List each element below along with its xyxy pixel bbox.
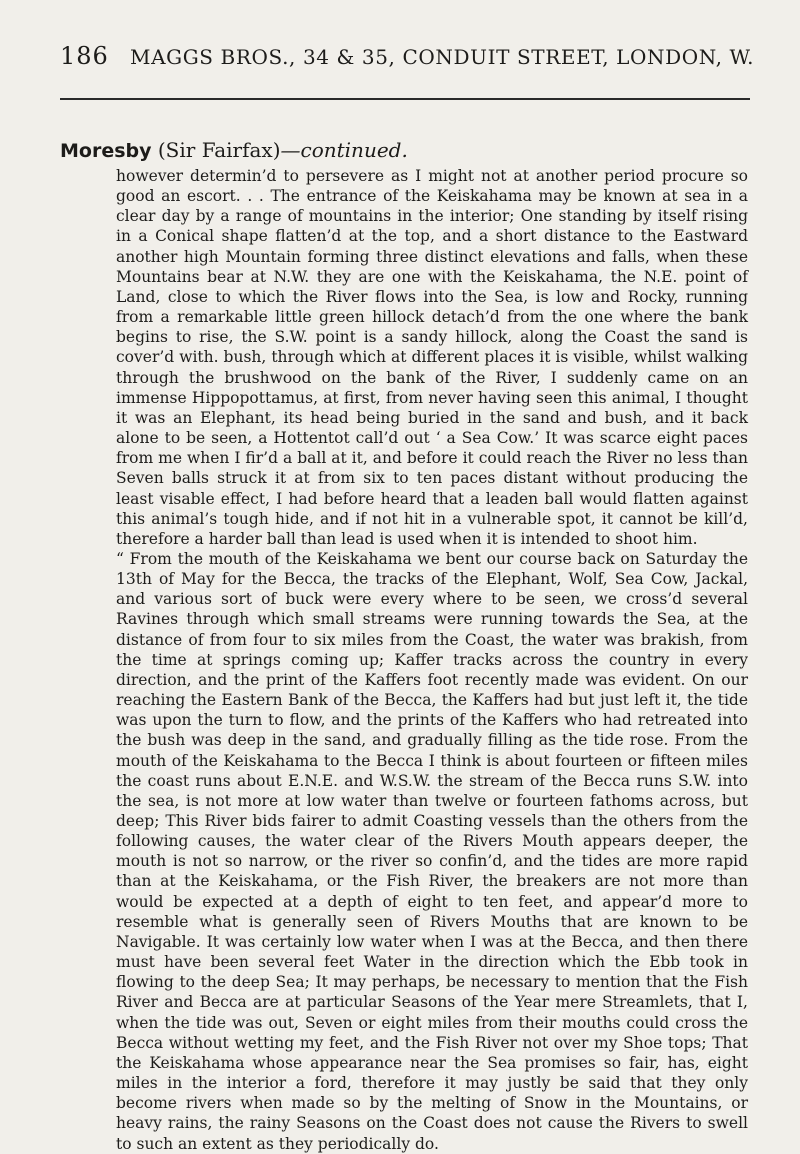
entry-body xyxy=(116,166,748,1154)
body-paragraph: “ From the mouth of the Keiskahama we bent our course back on Saturday the 13th of May for the Becca, the tracks of the Elephant, Wolf, Sea Cow, Jackal, and various sort of buck were every where to be seen, we cross’d several Ravines through which small streams were running towards the Sea, at the distance of from four to six miles from the Coast, the water was brakish, from the time at springs coming up; Kaffer tracks across the country in every direction, and the print of the Kaffers foot recently made was evident. On our reaching the Eastern Bank of the Becca, the Kaffers had but just left it, the tide was upon the turn to flow, and the prints of the Kaffers who had retreated into the bush was deep in the sand, and gradually filling as the tide rose. From the mouth of the Keiskahama to the Becca I think is about fourteen or fifteen miles the coast runs about E.N.E. and W.S.W. the stream of the Becca runs S.W. into the sea, is not more at low water than twelve or fourteen fathoms across, but deep; This River bids fairer to admit Coasting vessels than the others from the following causes, the water clear of the Rivers Mouth appears deeper, the mouth is not so narrow, or the river so confin’d, and the tides are more rapid than at the Keiskahama, or the Fish River, the breakers are not more than would be expected at a depth of eight to ten feet, and appear’d more to resemble what is generally seen of Rivers Mouths that are known to be Navigable. It was certainly low water when I was at the Becca, and then there must have been several feet Water in the direction which the Ebb took in flowing to the deep Sea; It may perhaps, be necessary to mention that the Fish River and Becca are at particular Seasons of the Year mere Streamlets, that I, when the tide was out, Seven or eight miles from their mouths could cross the Becca without wetting my feet, and the Fish River not over my Shoe tops; That the Keiskahama whose appearance near the Sea promises so fair, has, eight miles in the interior a ford, therefore it may justly be said that they only become rivers when made so by the melting of Snow in the Mountains, or heavy rains, the rainy Seasons on the Coast does not cause the Rivers to swell to such an extent as they periodically do. xyxy=(116,549,748,1153)
page-number: 186 xyxy=(60,42,109,70)
entry-author-suffix: (Sir Fairfax) xyxy=(151,138,281,162)
running-head: MAGGS BROS., 34 & 35, CONDUIT STREET, LONDON, W. xyxy=(130,45,755,69)
header-rule xyxy=(60,98,750,100)
entry-heading xyxy=(60,138,408,162)
entry-author: Moresby xyxy=(60,140,152,162)
body-paragraph: however determin’d to persevere as I might not at another period procure so good an escort. . . The entrance of the Keiskahama may be known at sea in a clear day by a range of mountains in the interior; One standing by itself rising in a Conical shape flatten’d at the top, and a short distance to the Eastward another high Mountain forming three distinct elevations and falls, when these Mountains bear at N.W. they are one with the Keiskahama, the N.E. point of Land, close to which the River flows into the Sea, is low and Rocky, running from a remarkable little green hillock detach’d from the one where the bank begins to rise, the S.W. point is a sandy hillock, along the Coast the sand is cover’d with. bush, through which at different places it is visible, whilst walking through the brushwood on the bank of the River, I suddenly came on an immense Hippopottamus, at first, from never having seen this animal, I thought it was an Elephant, its head being buried in the sand and bush, and it back alone to be seen, a Hottentot call’d out ‘ a Sea Cow.’ It was scarce eight paces from me when I fir’d a ball at it, and before it could reach the River no less than Seven balls struck it at from six to ten paces distant without producing the least visable effect, I had before heard that a leaden ball would flatten against this animal’s tough hide, and if not hit in a vulnerable spot, it cannot be kill’d, therefore a harder ball than lead is used when it is intended to shoot him. xyxy=(116,167,748,548)
continued-label: —continued. xyxy=(280,138,408,162)
page-header xyxy=(60,42,760,82)
